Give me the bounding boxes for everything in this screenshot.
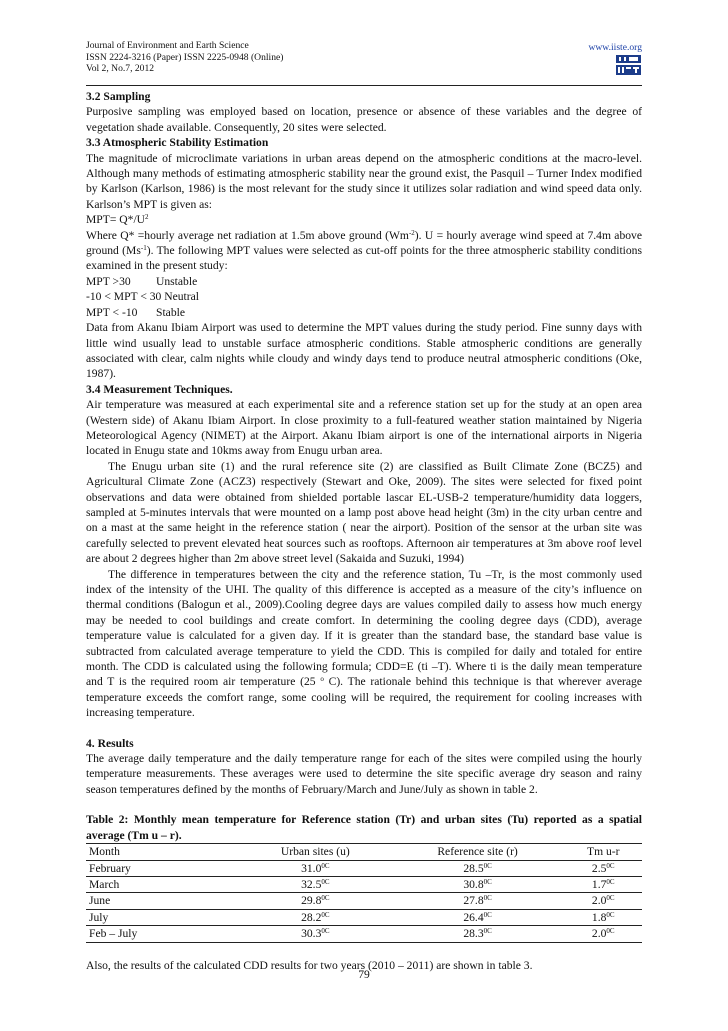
mpt-cutoff-stable: MPT < -10 Stable: [86, 305, 185, 319]
section-heading-sampling: 3.2 Sampling: [86, 90, 151, 103]
section-heading-stability: 3.3 Atmospheric Stability Estimation: [86, 136, 269, 150]
paragraph-stability: The magnitude of microclimate variations in urban areas depend on the atmospheric conditions at the macro-level. Although many methods of estimating atmospheric stability near the ground exist, the Pasquil – Turner Index modified by Karlson (Karlson, 1986) is the most relevant for the study since it utilizes solar radiation and wind speed data only. Karlson’s MPT is given as:: [86, 151, 642, 211]
table-cell: $2.5^{0C}$: [565, 860, 643, 876]
table-cell: March: [86, 876, 240, 892]
table-cell: $32.5^{0C}$: [240, 876, 391, 892]
table-cell: $28.3^{0C}$: [391, 926, 565, 942]
paragraph-results: The average daily temperature and the daily temperature range for each of the sites were compiled using the hourly temperature measurements. These averages were used to determine the site specific average dry season and rainy season temperatures defined by the months of February/March and June/July as shown in table 2.: [86, 752, 642, 796]
iiste-logo-icon: [615, 54, 642, 76]
paragraph-mpt-data: Data from Akanu Ibiam Airport was used to determine the MPT values during the study period. Fine sunny days with little wind usually lead to unstable surface atmospheric conditions. Stable atmospheric conditions are generally associated with clear, calm nights while cloudy and windy days tend to produce neutral atmospheric conditions (Oke, 1987).: [86, 321, 642, 381]
col-header-difference: Tm u-r: [565, 844, 643, 860]
table-cell: $2.0^{0C}$: [565, 893, 643, 909]
paragraph-where: Where Q* =hourly average net radiation at 1.5m above ground $(Wm^{-2})$. U = hourly average wind speed at 7.4m above ground $(Ms^{-1})$. The following MPT values were selected as cut-off points for the three atmospheric stability conditions examined in the present study:: [86, 228, 642, 273]
mpt-cutoff-neutral: -10 < MPT < 30 Neutral: [86, 290, 200, 304]
col-header-reference: Reference site (r): [391, 844, 565, 860]
section-heading-measurement: 3.4 Measurement Techniques.: [86, 382, 233, 396]
table-cell: June: [86, 893, 240, 909]
table-row: [86, 909, 642, 925]
table-cell: $27.8^{0C}$: [391, 893, 565, 909]
table-cell: July: [86, 909, 240, 925]
table-cell: February: [86, 860, 240, 876]
header-rule: [86, 85, 642, 86]
journal-name: Journal of Environment and Earth Science: [86, 40, 249, 51]
running-header: [86, 40, 642, 85]
mpt-formula: $MPT= Q*/U^2$: [86, 213, 149, 227]
issn-line: ISSN 2224-3216 (Paper) ISSN 2225-0948 (Online): [86, 51, 284, 63]
section-heading-results: 4. Results: [86, 736, 134, 750]
table-cell: $29.8^{0C}$: [240, 893, 391, 909]
col-header-month: Month: [86, 844, 240, 860]
table-cell: $30.8^{0C}$: [391, 876, 565, 892]
table-cell: $28.2^{0C}$: [240, 909, 391, 925]
table-2-caption: Table 2: Monthly mean temperature for Reference station (Tr) and urban sites (Tu) reported as a spatial average (Tm u – r).: [86, 813, 642, 842]
article-body: [86, 89, 642, 973]
paragraph-sampling: Purposive sampling was employed based on location, presence or absence of these variables and the degree of vegetation shade available. Consequently, 20 sites were selected.: [86, 105, 642, 134]
page-number: 79: [358, 968, 370, 981]
table-row: [86, 893, 642, 909]
journal-url-link[interactable]: www.iiste.org: [588, 42, 642, 53]
table-row: [86, 876, 642, 892]
table-cell: $1.8^{0C}$: [565, 909, 643, 925]
table-cell: $31.0^{0C}$: [240, 860, 391, 876]
table-2: [86, 843, 642, 942]
volume-line: Vol 2, No.7, 2012: [86, 63, 155, 74]
paragraph-measurement-2: The Enugu urban site (1) and the rural reference site (2) are classified as Built Climate Zone (BCZ5) and Agricultural Climate Zone (ACZ3) respectively (Stewart and Oke, 2009). The sites were selected for fixed point observations and data were obtained from shielded portable lascar EL-USB-2 temperature/humidity data loggers, sampled at 5-minutes intervals that were mounted on a lamp post above head height (3m) in the city urban centre and on a mast at the same height in the reference station ( near the airport). Position of the sensor at the urban site was carefully selected to prevent elevated heat sources such as rooftops. Afternoon air temperatures at 3m above roof level are about 2 degrees higher than 2m above street level (Sakaida and Suzuki, 1994): [86, 459, 642, 566]
paragraph-closing: Also, the results of the calculated CDD results for two years (2010 – 2011) are shown in table 3.: [86, 958, 533, 972]
table-cell: $1.7^{0C}$: [565, 876, 643, 892]
table-cell: $30.3^{0C}$: [240, 926, 391, 942]
table-row: [86, 926, 642, 942]
col-header-urban: Urban sites (u): [240, 844, 391, 860]
page: [86, 40, 642, 973]
table-cell: $2.0^{0C}$: [565, 926, 643, 942]
table-cell: Feb – July: [86, 926, 240, 942]
table-cell: $26.4^{0C}$: [391, 909, 565, 925]
paragraph-measurement-1: Air temperature was measured at each experimental site and a reference station set up for the study at an open area (Western side) of Akanu Ibiam Airport. In close proximity to a full-featured weather station maintained by Nigeria Meteorological Agency (NIMET) at the Airport. Akanu Ibiam airport is one of the international airports in Nigeria located in Enugu state and 10kms away from Enugu urban area.: [86, 398, 642, 458]
table-cell: $28.5^{0C}$: [391, 860, 565, 876]
mpt-cutoff-unstable: MPT >30 Unstable: [86, 274, 198, 288]
paragraph-measurement-3: The difference in temperatures between the city and the reference station, Tu –Tr, is the most commonly used index of the intensity of the UHI. The quality of this difference is accepted as a measure of the city’s influence on thermal conditions (Balogun et al., 2009).Cooling degree days are values compiled daily to assess how much energy may be needed to cool buildings and create comfort. In determining the cooling degree days (CDD), average temperature value is calculated for a given day. If it is greater than the standard base, the standard base value is subtracted from calculated average temperature to yield the CDD. This is compiled for daily and totaled for entire month. The CDD is calculated using the following formula; CDD=E (ti –T). Where ti is the daily mean temperature and T is the required room air temperature (25 $^o$ C). The rationale behind this technique is that wherever average temperature exceeds the comfort range, some cooling will be required, the requirement for cooling increases with increasing temperature.: [86, 567, 642, 720]
table-row: [86, 860, 642, 876]
table-header-row: [86, 844, 642, 860]
